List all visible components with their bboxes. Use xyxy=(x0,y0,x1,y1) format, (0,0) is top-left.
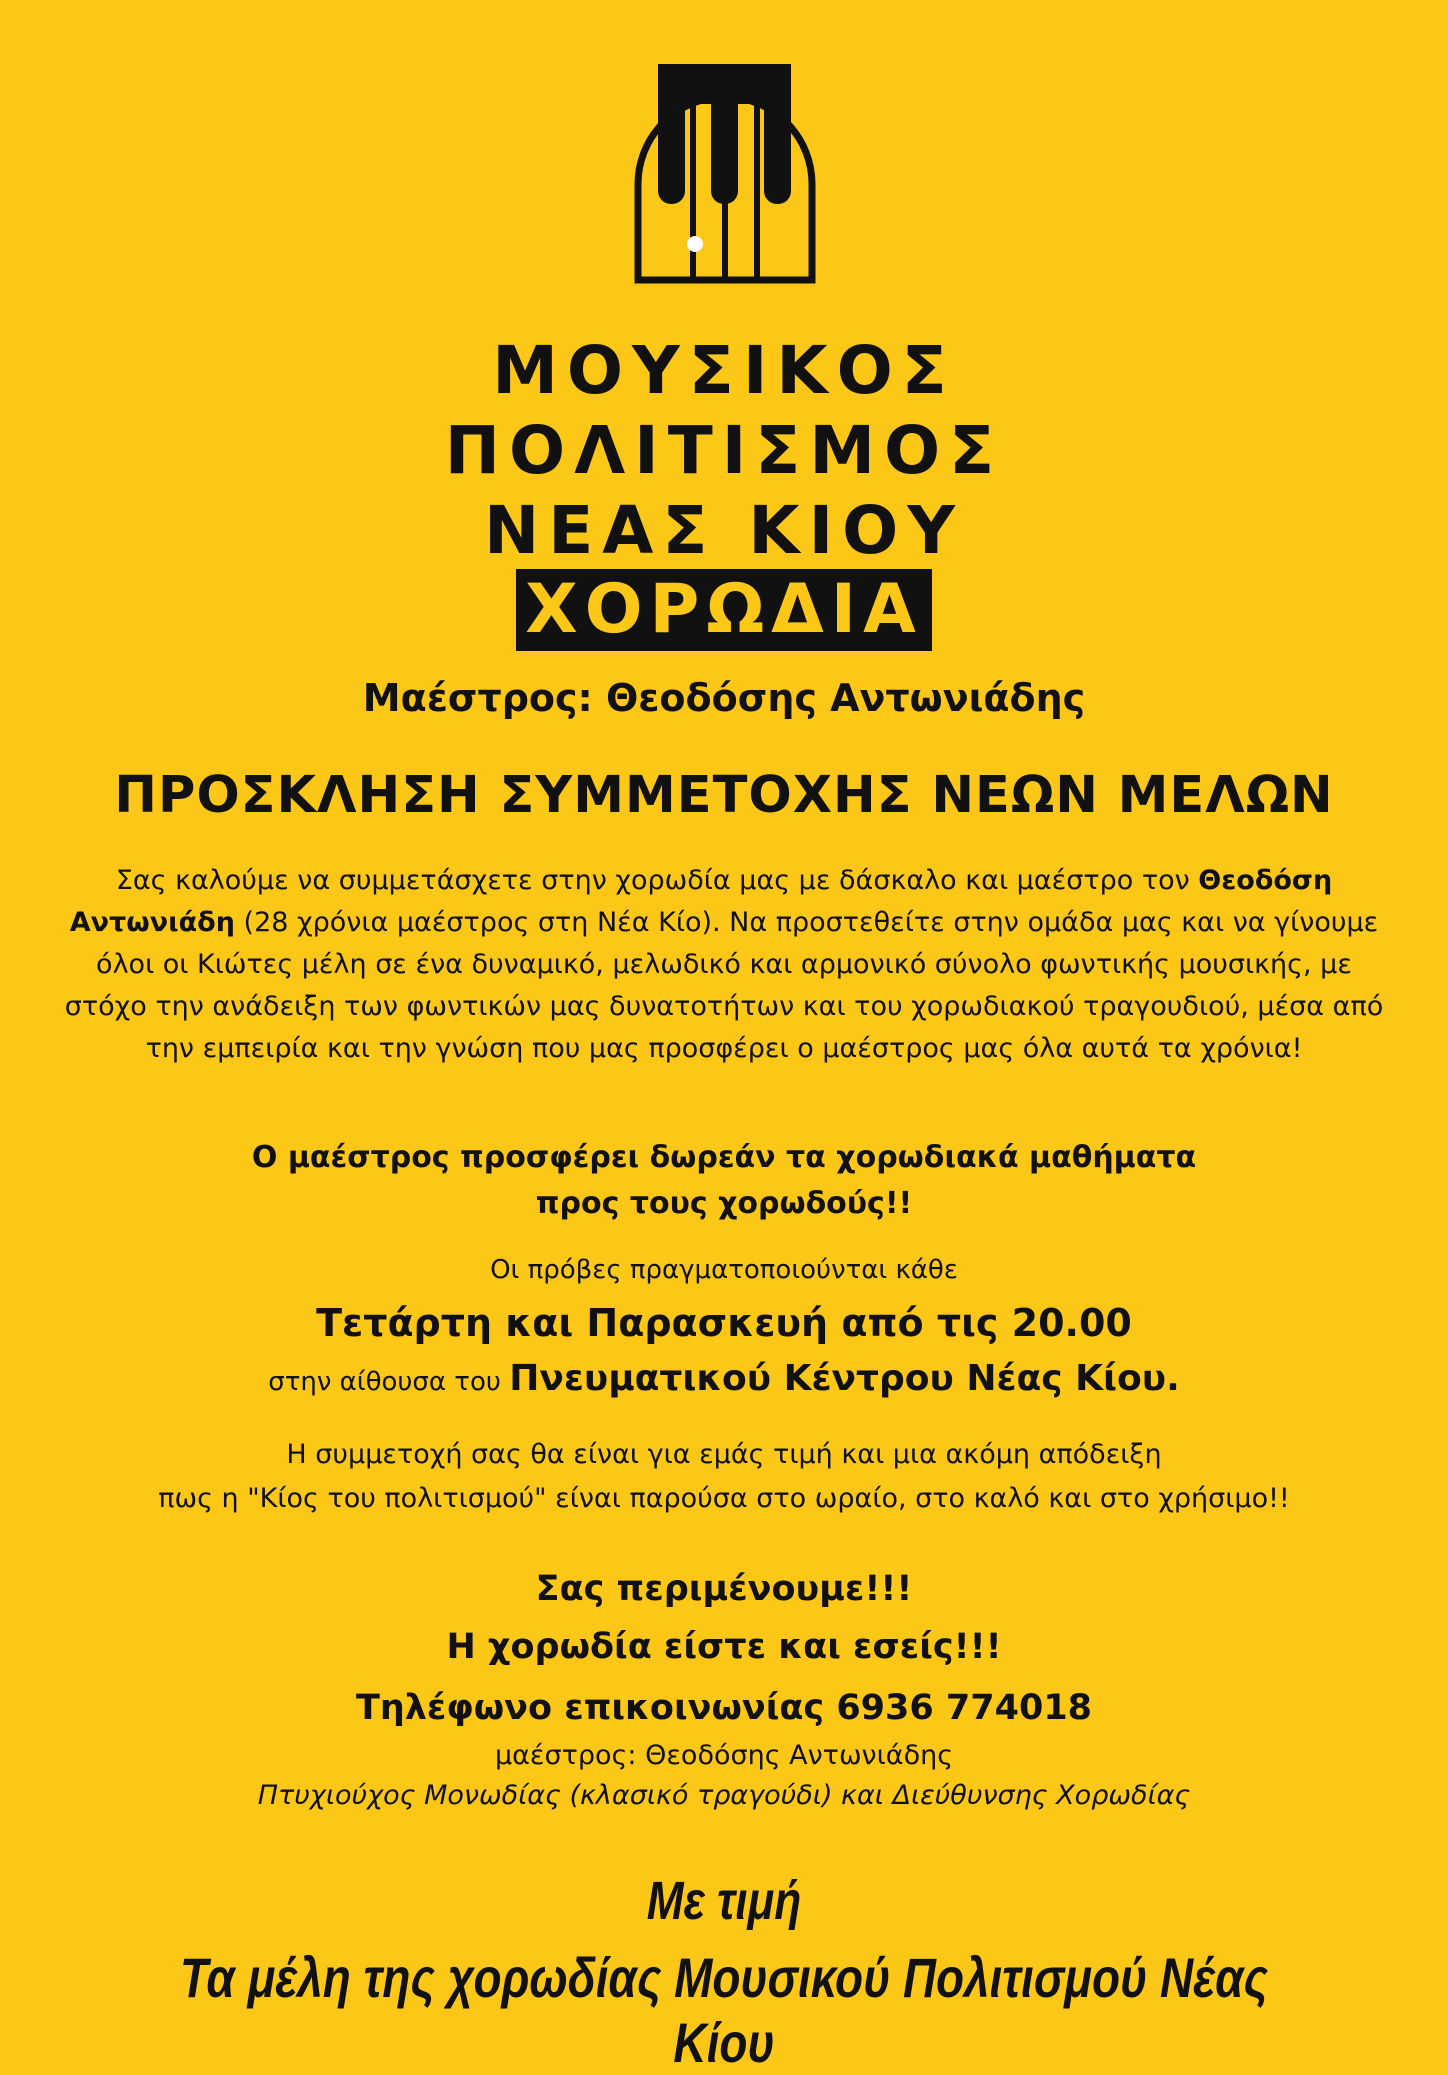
schedule-venue-prefix: στην αίθουσα του xyxy=(268,1367,510,1397)
schedule-days-time: Τετάρτη και Παρασκευή από τις 20.00 xyxy=(316,1301,1132,1345)
schedule-line-1: Οι πρόβες πραγματοποιούνται κάθε xyxy=(490,1255,958,1285)
closing-line-2: Η χορωδία είστε και εσείς!!! xyxy=(446,1627,1002,1667)
free-lessons xyxy=(0,1135,1448,1227)
intro-maestro-name: Θεοδόση Αντωνιάδη xyxy=(69,865,1333,938)
contact-degree: Πτυχιούχος Μονωδίας (κλασικό τραγούδι) και Διεύθυνσης Χορωδίας xyxy=(257,1780,1191,1811)
contact-maestro: μαέστρος: Θεοδόσης Αντωνιάδης xyxy=(494,1740,954,1771)
signature-line-1: Με τιμή xyxy=(646,1871,802,1931)
choir-band: ΧΟΡΩΔΙΑ xyxy=(516,569,932,651)
schedule-venue-place: Πνευματικού Κέντρου Νέας Κίου. xyxy=(509,1358,1180,1399)
intro-part-2: (28 χρόνια μαέστρος στη Νέα Κίο). Να προστεθείτε στην ομάδα μας και να γίνουμε όλοι οι Κιώτες μέλη σε ένα δυναμικό, μελωδικό και αρμονικό σύνολο φωντικής μουσικής, με στόχο την ανάδειξη των φωντικών μας δυνατοτήτων και του χορωδιακού τραγουδιού, μέσα από την εμπειρία και την γνώση που μας προσφέρει ο μαέστρος μας όλα αυτά τα χρόνια! xyxy=(64,907,1384,1064)
honor-line-2: πως η "Κίος του πολιτισμού" είναι παρούσα στο ωραίο, στο καλό και στο χρήσιμο!! xyxy=(158,1483,1290,1514)
org-name-line-1: ΜΟΥΣΙΚΟΣ xyxy=(492,332,956,409)
maestro-line: Μαέστρος: Θεοδόσης Αντωνιάδης xyxy=(362,676,1086,720)
intro-paragraph xyxy=(52,860,1396,1070)
piano-keys-arch-icon xyxy=(632,64,818,286)
schedule-venue xyxy=(0,1358,1448,1399)
org-name-line-2: ΠΟΛΙΤΙΣΜΟΣ xyxy=(444,412,1004,489)
closing-text xyxy=(0,1560,1448,1676)
org-name-line-3: ΝΕΑΣ ΚΙΟΥ xyxy=(483,492,965,569)
free-lessons-line-1: Ο μαέστρος προσφέρει δωρεάν τα χορωδιακά μαθήματα xyxy=(251,1140,1197,1175)
call-title: ΠΡΟΣΚΛΗΣΗ ΣΥΜΜΕΤΟΧΗΣ ΝΕΩΝ ΜΕΛΩΝ xyxy=(114,766,1334,825)
free-lessons-line-2: προς τους χορωδούς!! xyxy=(535,1186,913,1221)
intro-part-1: Σας καλούμε να συμμετάσχετε στην χορωδία μας με δάσκαλο και μαέστρο τον xyxy=(115,865,1199,896)
honor-line-1: Η συμμετοχή σας θα είναι για εμάς τιμή και μια ακόμη απόδειξη xyxy=(286,1439,1162,1470)
signature-line-2: Τα μέλη της χορωδίας Μουσικού Πολιτισμού Νέας Κίου xyxy=(179,1946,1268,2074)
honor-text xyxy=(0,1433,1448,1521)
contact-phone: Τηλέφωνο επικοινωνίας 6936 774018 xyxy=(355,1688,1093,1728)
closing-line-1: Σας περιμένουμε!!! xyxy=(535,1569,913,1609)
